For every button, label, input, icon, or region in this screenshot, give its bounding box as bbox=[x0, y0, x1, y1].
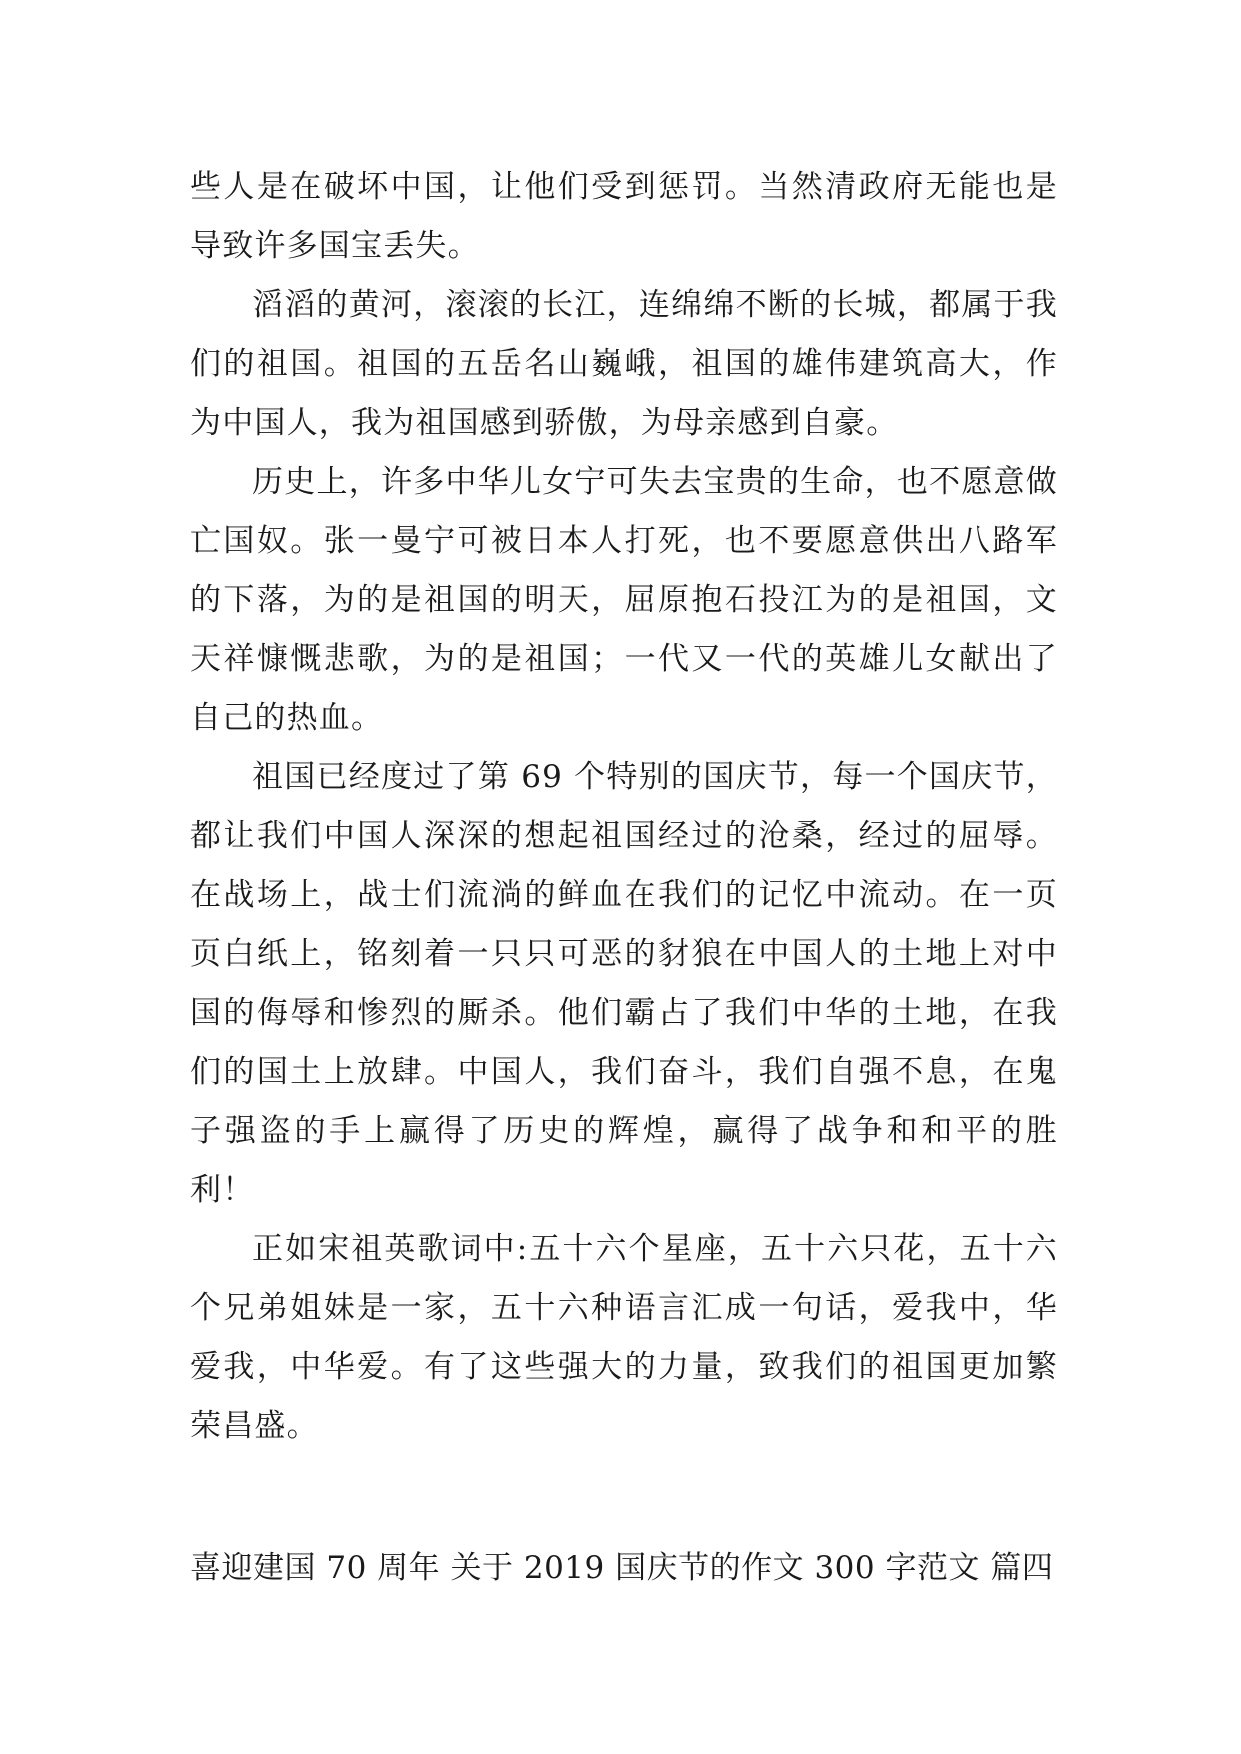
paragraph-2: 滔滔的黄河，滚滚的长江，连绵绵不断的长城，都属于我们的祖国。祖国的五岳名山巍峨，祖国的雄伟建筑高大，作为中国人，我为祖国感到骄傲，为母亲感到自豪。 bbox=[190, 287, 1058, 441]
paragraph-4: 祖国已经度过了第 69 个特别的国庆节，每一个国庆节，都让我们中国人深深的想起祖国经过的沧桑，经过的屈辱。在战场上，战士们流淌的鲜血在我们的记忆中流动。在一页页白纸上，铭刻着一只只可恶的豺狼在中国人的土地上对中国的侮辱和惨烈的厮杀。他们霸占了我们中华的土地，在我们的国土上放肆。中国人，我们奋斗，我们自强不息，在鬼子强盗的手上赢得了历史的辉煌，赢得了战争和和平的胜利！ bbox=[190, 759, 1058, 1208]
paragraph-1: 些人是在破坏中国，让他们受到惩罚。当然清政府无能也是导致许多国宝丢失。 bbox=[190, 169, 1058, 264]
paragraph-5: 正如宋祖英歌词中:五十六个星座，五十六只花，五十六个兄弟姐妹是一家，五十六种语言汇成一句话，爱我中，华爱我，中华爱。有了这些强大的力量，致我们的祖国更加繁荣昌盛。 bbox=[190, 1231, 1058, 1444]
document-body bbox=[190, 158, 1058, 1456]
paragraph-3: 历史上，许多中华儿女宁可失去宝贵的生命，也不愿意做亡国奴。张一曼宁可被日本人打死，也不要愿意供出八路军的下落，为的是祖国的明天，屈原抱石投江为的是祖国，文天祥慷慨悲歌，为的是祖国；一代又一代的英雄儿女献出了自己的热血。 bbox=[190, 464, 1058, 736]
section-heading: 喜迎建国 70 周年 关于 2019 国庆节的作文 300 字范文 篇四 bbox=[190, 1550, 1054, 1586]
